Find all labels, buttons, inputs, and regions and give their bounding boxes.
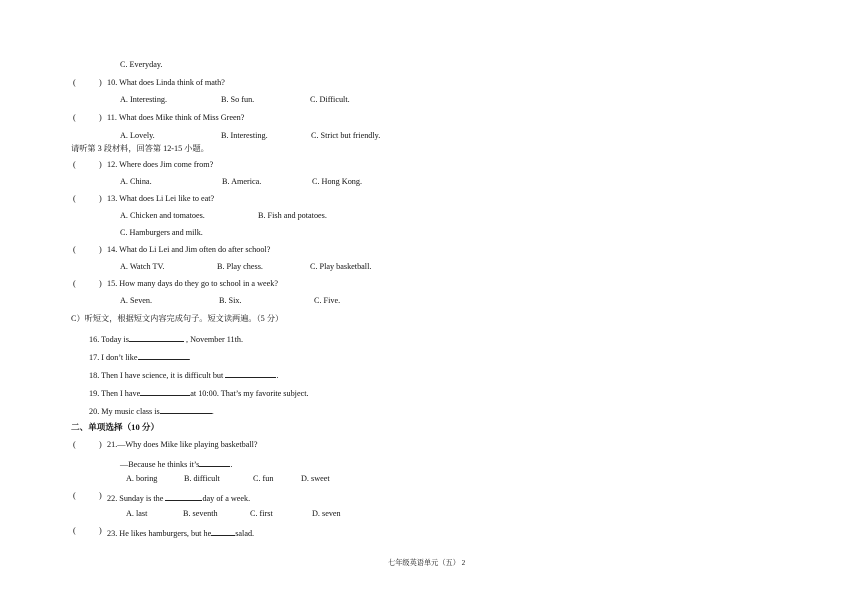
q15-option-a: A. Seven. — [120, 296, 153, 305]
q13-stem: 13. What does Li Lei like to eat? — [107, 194, 215, 203]
q15-option-b: B. Six. — [219, 296, 242, 305]
q15-paren-close: ) — [99, 279, 102, 288]
q15-paren-open: ( — [73, 279, 76, 288]
q23-stem — [107, 527, 254, 538]
q11-option-c: C. Strict but friendly. — [311, 131, 381, 140]
q13-option-c: C. Hamburgers and milk. — [120, 228, 203, 237]
q13-paren-close: ) — [99, 194, 102, 203]
q14-stem: 14. What do Li Lei and Jim often do after school? — [107, 245, 271, 254]
passage3-instruction: 请听第 3 段材料，回答第 12-15 小题。 — [71, 144, 209, 153]
q10-paren-close: ) — [99, 78, 102, 87]
q21-paren-open: ( — [73, 440, 76, 449]
q21-reply — [120, 458, 232, 469]
q21-option-d: D. sweet — [301, 474, 330, 483]
page-footer: 七年级英语单元（五） 2 — [388, 559, 466, 567]
q21-blank[interactable] — [199, 458, 233, 469]
q12-option-c: C. Hong Kong. — [312, 177, 363, 186]
q23-stem-text: 23. He likes hamburgers, but he — [107, 529, 212, 538]
q15-stem: 15. How many days do they go to school in a week? — [107, 279, 278, 288]
q13-option-a: A. Chicken and tomatoes. — [120, 211, 205, 220]
q21-paren-close: ) — [99, 440, 102, 449]
q18-text: 18. Then I have science, it is difficult but — [89, 371, 226, 380]
q20-text: 20. My music class is — [89, 407, 160, 416]
q21-option-c: C. fun — [253, 474, 274, 483]
q22-paren-open: ( — [73, 491, 76, 500]
q16 — [89, 333, 243, 344]
section-2-heading: 二、单项选择（10 分） — [71, 422, 160, 432]
q14-paren-close: ) — [99, 245, 102, 254]
q12-paren-open: ( — [73, 160, 76, 169]
q11-option-a: A. Lovely. — [120, 131, 155, 140]
q21-stem: 21.—Why does Mike like playing basketball? — [107, 440, 258, 449]
q22-blank[interactable] — [165, 492, 202, 501]
q20-blank[interactable] — [160, 405, 212, 414]
q23-paren-close: ) — [99, 526, 102, 535]
q10-stem: 10. What does Linda think of math? — [107, 78, 225, 87]
q14-option-c: C. Play basketball. — [310, 262, 372, 271]
q12-paren-close: ) — [99, 160, 102, 169]
q22-paren-close: ) — [99, 491, 102, 500]
q19-text: 19. Then I have — [89, 389, 141, 398]
q13-paren-open: ( — [73, 194, 76, 203]
q17 — [89, 351, 191, 362]
q17-text: 17. I don’t like — [89, 353, 138, 362]
q18 — [89, 369, 278, 380]
q22-option-d: D. seven — [312, 509, 341, 518]
q21-reply-text: —Because he thinks it’s — [120, 460, 200, 469]
q17-text-after: . — [188, 353, 191, 362]
q14-option-a: A. Watch TV. — [120, 262, 165, 271]
q18-blank[interactable] — [225, 369, 279, 380]
q10-option-c: C. Difficult. — [310, 95, 350, 104]
q20-text-after: . — [211, 407, 214, 416]
q11-stem: 11. What does Mike think of Miss Green? — [107, 113, 245, 122]
q16-blank[interactable] — [129, 333, 184, 342]
q20 — [89, 405, 214, 416]
q21-option-a: A. boring — [126, 474, 158, 483]
q22-stem-text: 22. Sunday is the — [107, 494, 166, 503]
q14-option-b: B. Play chess. — [217, 262, 263, 271]
section-c-instruction: C）听短文，根据短文内容完成句子。短文读两遍。（5 分） — [71, 314, 284, 323]
q22-option-a: A. last — [126, 509, 148, 518]
q13-option-b: B. Fish and potatoes. — [258, 211, 327, 220]
q22-option-b: B. seventh — [183, 509, 218, 518]
q10-option-a: A. Interesting. — [120, 95, 168, 104]
q12-option-a: A. China. — [120, 177, 152, 186]
q21-option-b: B. difficult — [184, 474, 220, 483]
q10-paren-open: ( — [73, 78, 76, 87]
q19-blank[interactable] — [140, 387, 190, 396]
q12-option-b: B. America. — [222, 177, 262, 186]
q22-stem-end: day of a week. — [202, 494, 251, 503]
q18-text-after: . — [276, 371, 279, 380]
q17-blank[interactable] — [138, 351, 189, 360]
q22-option-c: C. first — [250, 509, 273, 518]
q14-paren-open: ( — [73, 245, 76, 254]
q16-text: 16. Today is — [89, 335, 129, 344]
q21-reply-end: . — [230, 460, 233, 469]
q23-paren-open: ( — [73, 526, 76, 535]
q15-option-c: C. Five. — [314, 296, 341, 305]
q22-stem — [107, 492, 250, 503]
q11-paren-open: ( — [73, 113, 76, 122]
q19 — [89, 387, 309, 398]
q19-text-after: at 10:00. That’s my favorite subject. — [190, 389, 309, 398]
q23-blank[interactable] — [211, 527, 235, 536]
q11-option-b: B. Interesting. — [221, 131, 268, 140]
q23-stem-end: salad. — [235, 529, 255, 538]
q10-option-b: B. So fun. — [221, 95, 255, 104]
q11-paren-close: ) — [99, 113, 102, 122]
q16-text-after: , November 11th. — [184, 335, 244, 344]
q9-option-c: C. Everyday. — [120, 60, 163, 69]
q12-stem: 12. Where does Jim come from? — [107, 160, 214, 169]
